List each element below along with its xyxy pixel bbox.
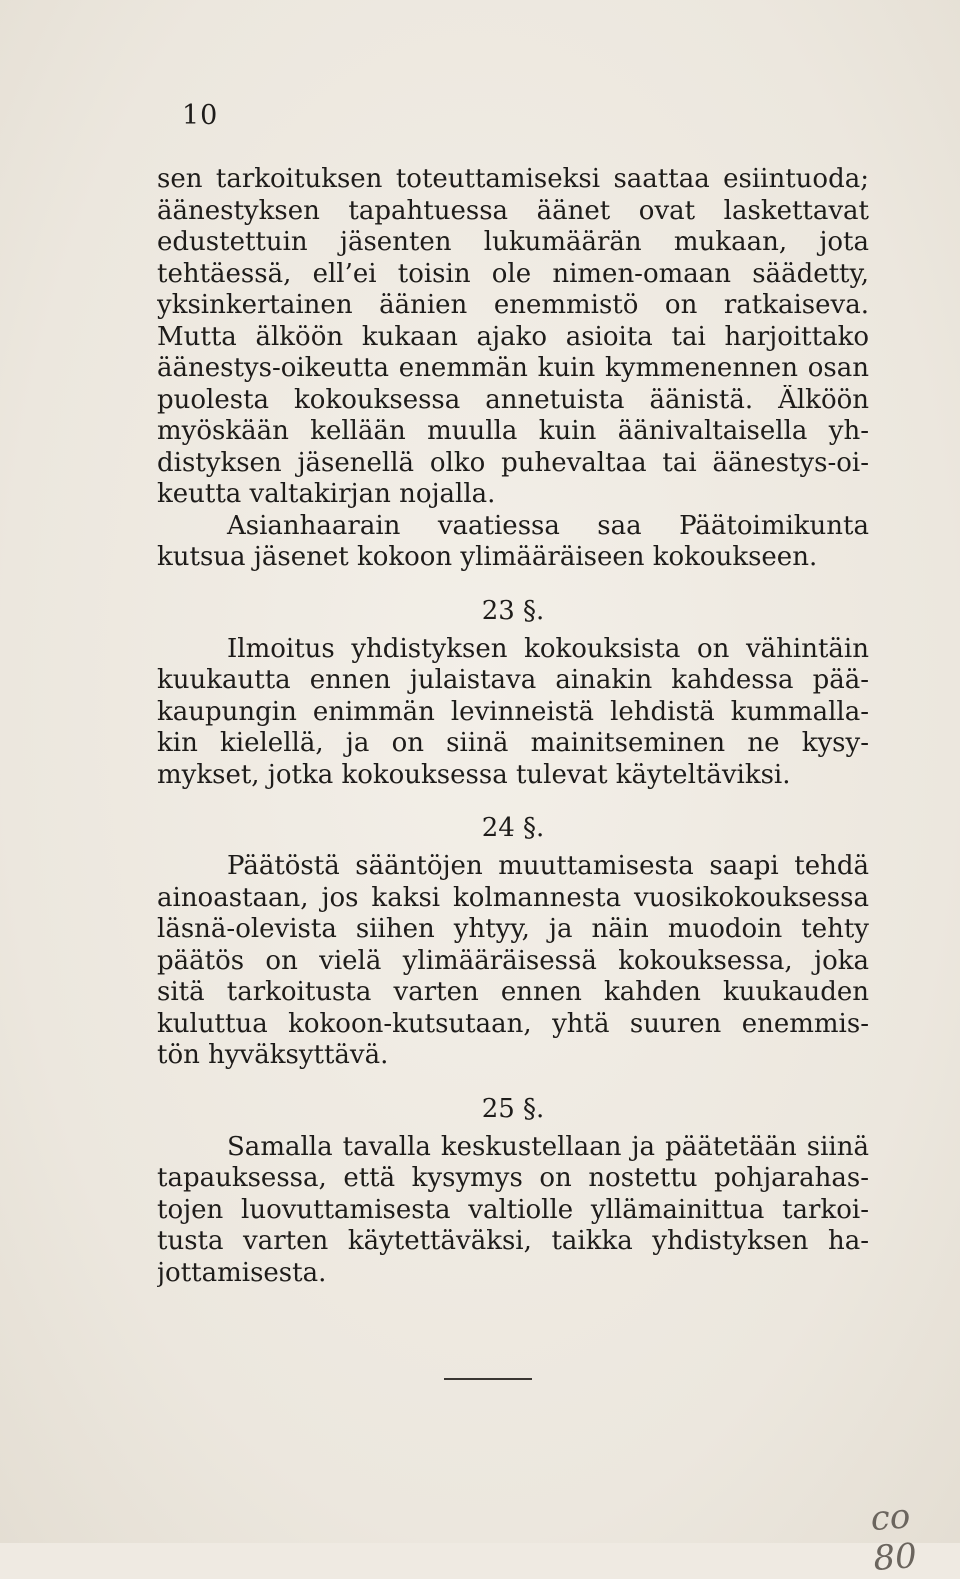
text-line: distyksen jäsenellä olko puhevaltaa tai äänestys-oi- bbox=[157, 447, 869, 478]
section-heading: 24 §. bbox=[481, 813, 545, 843]
text-line: kuukautta ennen julaistava ainakin kahdessa pää- bbox=[157, 665, 869, 695]
text-line: päätös on vielä ylimääräisessä kokouksessa, joka bbox=[157, 945, 869, 976]
text-line: yksinkertainen äänien enemmistö on ratkaiseva. bbox=[157, 290, 869, 320]
text-line: edustettuin jäsenten lukumäärän mukaan, jota bbox=[157, 227, 869, 257]
page-number: 10 bbox=[182, 100, 219, 131]
paragraph bbox=[157, 164, 869, 511]
text-line: tojen luovuttamisesta valtiolle yllämainittua tarkoi- bbox=[157, 1194, 869, 1225]
text-line: jottamisesta. bbox=[157, 1257, 327, 1288]
section-24 bbox=[157, 809, 869, 1072]
text-line: Samalla tavalla keskustellaan ja päätetään siinä bbox=[227, 1131, 869, 1162]
text-line: Mutta älköön kukaan ajako asioita tai harjoittako bbox=[157, 321, 869, 352]
text-line: tapauksessa, että kysymys on nostettu pohjarahas- bbox=[157, 1163, 869, 1193]
text-line: ainoastaan, jos kaksi kolmannesta vuosikokouksessa bbox=[157, 882, 869, 913]
text-line: Päätöstä sääntöjen muuttamisesta saapi tehdä bbox=[227, 851, 869, 881]
end-rule bbox=[444, 1378, 532, 1380]
text-line: tehtäessä, ell’ei toisin ole nimen-omaan säädetty, bbox=[157, 258, 869, 289]
text-line: äänestys-oikeutta enemmän kuin kymmenennen osan bbox=[157, 353, 869, 383]
section-25 bbox=[157, 1090, 869, 1290]
text-line: tön hyväksyttävä. bbox=[157, 1040, 389, 1070]
text-line: kin kielellä, ja on siinä mainitseminen ne kysy- bbox=[157, 728, 869, 758]
paragraph bbox=[157, 511, 869, 574]
page-body bbox=[157, 164, 869, 1289]
text-line: läsnä-olevista siihen yhtyy, ja näin muodoin tehty bbox=[157, 914, 869, 944]
text-line: kuluttua kokoon-kutsutaan, yhtä suuren enemmis- bbox=[157, 1008, 869, 1039]
handwritten-shelfmark: co 80 bbox=[869, 1496, 919, 1579]
text-line: sitä tarkoitusta varten ennen kahden kuukauden bbox=[157, 977, 869, 1007]
text-line: keutta valtakirjan nojalla. bbox=[157, 479, 496, 509]
text-line: mykset, jotka kokouksessa tulevat käyteltäviksi. bbox=[157, 759, 791, 790]
section-heading: 23 §. bbox=[481, 595, 545, 626]
text-line: Ilmoitus yhdistyksen kokouksista on vähintäin bbox=[227, 633, 869, 664]
text-line: Asianhaarain vaatiessa saa Päätoimikunta bbox=[227, 510, 869, 541]
text-line: sen tarkoituksen toteuttamiseksi saattaa esiintuoda; bbox=[157, 164, 869, 194]
text-line: kutsua jäsenet kokoon ylimääräiseen kokoukseen. bbox=[157, 542, 818, 572]
text-line: tusta varten käytettäväksi, taikka yhdistyksen ha- bbox=[157, 1226, 869, 1256]
text-line: kaupungin enimmän levinneistä lehdistä kummalla- bbox=[157, 696, 869, 727]
text-line: äänestyksen tapahtuessa äänet ovat laskettavat bbox=[157, 195, 869, 226]
section-23 bbox=[157, 592, 869, 792]
text-line: myöskään kellään muulla kuin äänivaltaisella yh- bbox=[157, 416, 869, 446]
text-line: puolesta kokouksessa annetuista äänistä. Älköön bbox=[157, 384, 869, 415]
section-heading: 25 §. bbox=[481, 1093, 545, 1124]
